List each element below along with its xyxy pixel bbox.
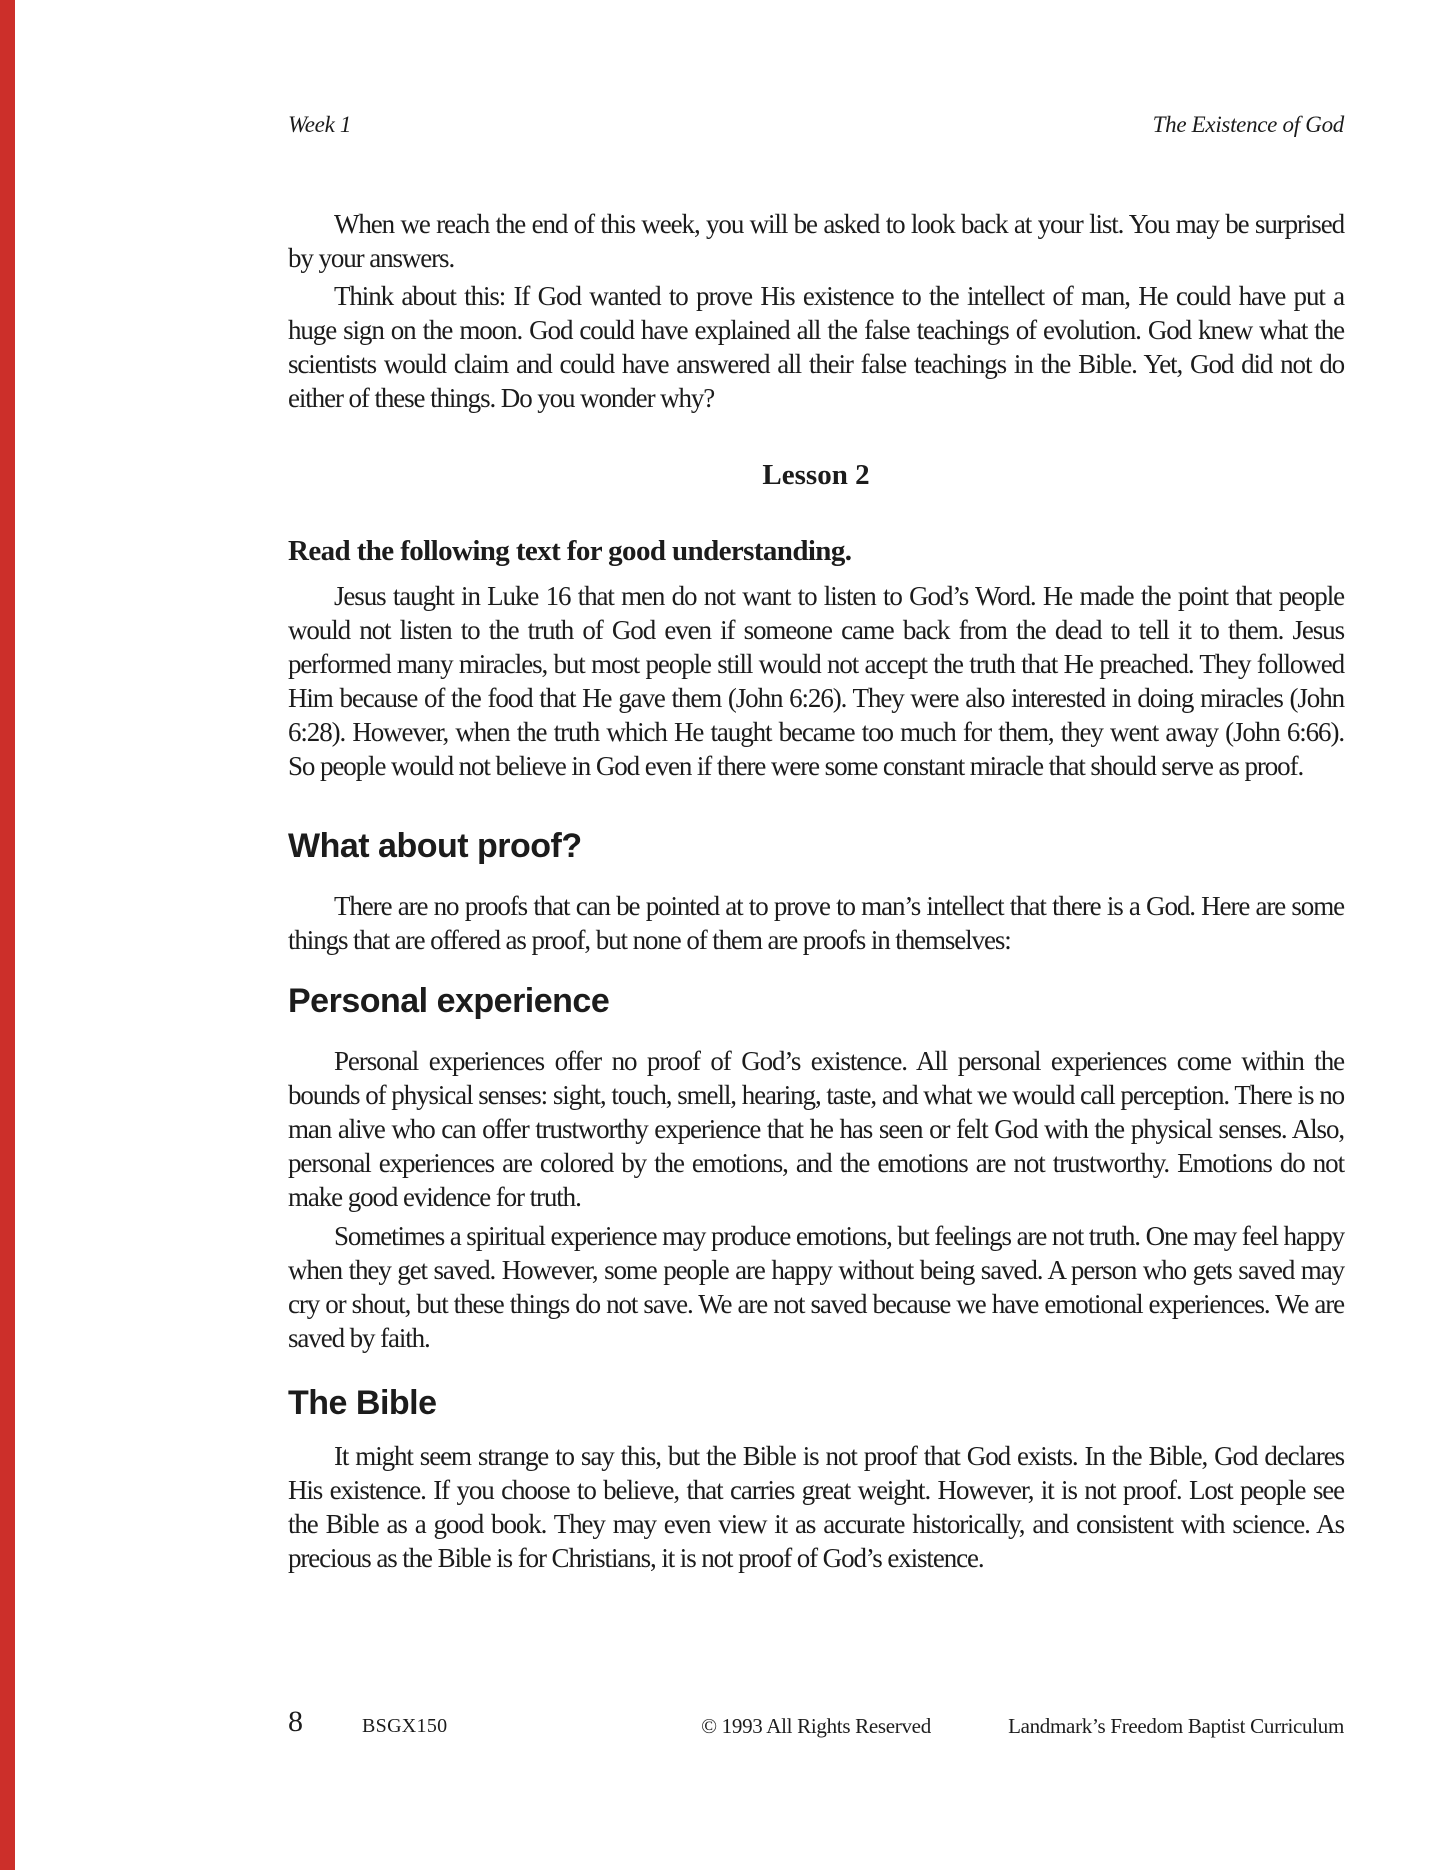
footer-course-code: BSGX150 <box>362 1715 448 1737</box>
section-heading-personal-experience: Personal experience <box>288 982 610 1020</box>
personal-experience-paragraph-1: Personal experiences offer no proof of God’s existence. All personal experiences come within the bounds of physical senses: sight, touch, smell, hearing, taste, and what we would call perception. There is no man alive who can offer trustworthy experience that he has seen or felt God with the physical senses. Also, personal experiences are colored by the emotions, and the emotions are not trustworthy. Emotions do not make good evidence for truth. <box>288 1046 1344 1212</box>
lesson-instruction: Read the following text for good understanding. <box>288 535 852 567</box>
header-chapter-title: The Existence of God <box>1152 112 1344 137</box>
proof-paragraph: There are no proofs that can be pointed at to prove to man’s intellect that there is a God. Here are some things that are offered as proof, but none of them are proofs in themselves: <box>288 891 1344 955</box>
personal-experience-paragraph-2: Sometimes a spiritual experience may produce emotions, but feelings are not truth. One may feel happy when they get saved. However, some people are happy without being saved. A person who gets saved may cry or shout, but these things do not save. We are not saved because we have emotional experiences. We are saved by faith. <box>288 1221 1344 1353</box>
intro-paragraph-1: When we reach the end of this week, you will be asked to look back at your list. You may be surprised by your answers. <box>288 209 1344 273</box>
lesson-body-paragraph: Jesus taught in Luke 16 that men do not want to listen to God’s Word. He made the point that people would not listen to the truth of God even if someone came back from the dead to tell it to them. Jesus performed many miracles, but most people still would not accept the truth that He preached. They followed Him because of the food that He gave them (John 6:26). They were also interested in doing miracles (John 6:28). However, when the truth which He taught became too much for them, they went away (John 6:66). So people would not believe in God even if there were some constant miracle that should serve as proof. <box>288 581 1344 781</box>
section-heading-what-about-proof: What about proof? <box>288 827 582 865</box>
section-heading-the-bible: The Bible <box>288 1384 437 1422</box>
lesson-title: Lesson 2 <box>762 459 870 491</box>
header-week-label: Week 1 <box>288 112 352 137</box>
page-header <box>288 110 1344 140</box>
scan-edge-stripe <box>0 0 15 1870</box>
intro-paragraph-2: Think about this: If God wanted to prove His existence to the intellect of man, He could have put a huge sign on the moon. God could have explained all the false teachings of evolution. God knew what the scientists would claim and could have answered all their false teachings in the Bible. Yet, God did not do either of these things. Do you wonder why? <box>288 281 1344 413</box>
footer-page-number: 8 <box>288 1705 303 1738</box>
page-footer <box>288 1703 1344 1753</box>
footer-publisher: Landmark’s Freedom Baptist Curriculum <box>1008 1714 1344 1738</box>
footer-copyright: © 1993 All Rights Reserved <box>701 1714 931 1738</box>
bible-paragraph: It might seem strange to say this, but the Bible is not proof that God exists. In the Bible, God declares His existence. If you choose to believe, that carries great weight. However, it is not proof. Lost people see the Bible as a good book. They may even view it as accurate historically, and consistent with science. As precious as the Bible is for Christians, it is not proof of God’s existence. <box>288 1441 1344 1573</box>
